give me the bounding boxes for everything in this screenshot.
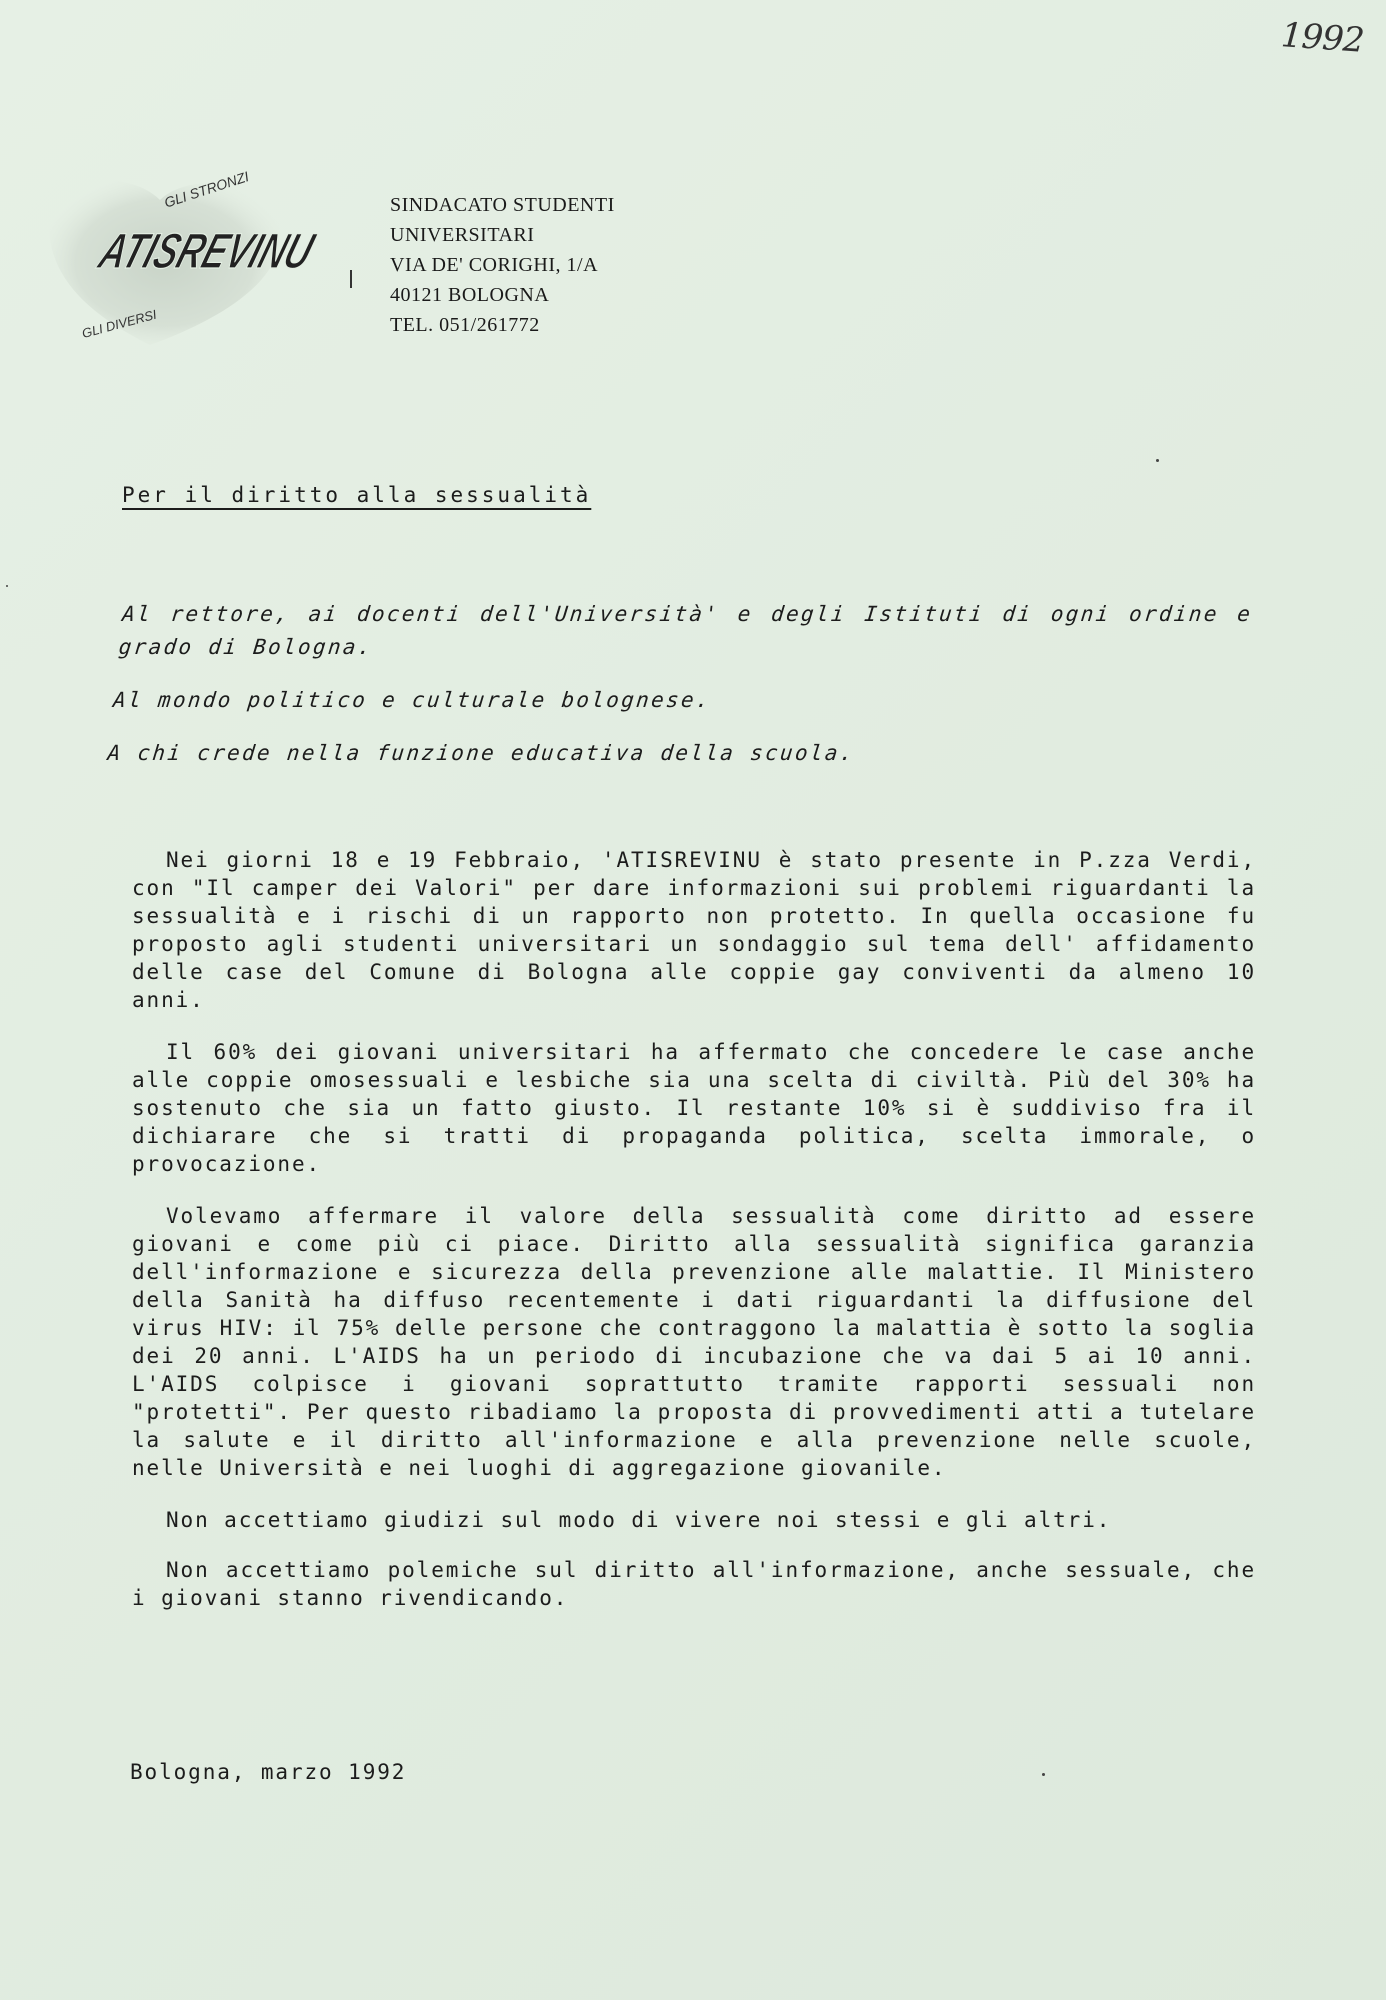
paper-speck (6, 585, 8, 587)
addressees-block (104, 598, 1254, 790)
paper-speck (1042, 1773, 1045, 1776)
letterhead-address (390, 190, 615, 340)
letterhead-line: SINDACATO STUDENTI (390, 194, 615, 216)
signoff-place-date: Bologna, marzo 1992 (130, 1760, 407, 1784)
letterhead-line: UNIVERSITARI (390, 224, 535, 246)
handwritten-year-annotation: 1992 (1280, 15, 1366, 61)
letterhead-divider (350, 270, 352, 288)
paper-speck (1156, 459, 1159, 462)
body-paragraph: Non accettiamo polemiche sul diritto all'informazione, anche sessuale, che i giovani stanno rivendicando. (132, 1558, 1256, 1610)
addressee-line: Al rettore, ai docenti dell'Università' e degli Istituti di ogni ordine e grado di Bologna. (117, 602, 1254, 659)
document-title: Per il diritto alla sessualità (122, 483, 592, 507)
logo-arc-top: GLI STRONZI (162, 168, 251, 211)
addressee-line: Al mondo politico e culturale bolognese. (112, 688, 713, 712)
addressee-line: A chi crede nella funzione educativa della scuola. (106, 741, 857, 765)
letterhead-line: VIA DE' CORIGHI, 1/A (390, 254, 599, 276)
body-paragraph: Nei giorni 18 e 19 Febbraio, 'ATISREVINU è stato presente in P.zza Verdi, con "Il camper dei Valori" per dare informazioni sui problemi riguardanti la sessualità e i rischi di un rapporto non protetto. In quella occasione fu proposto agli studenti universitari un sondaggio sul tema dell' affidamento delle case del Comune di Bologna alle coppie gay conviventi da almeno 10 anni. (132, 848, 1256, 1012)
body-paragraph: Volevamo affermare il valore della sessualità come diritto ad essere giovani e come più ci piace. Diritto alla sessualità significa garanzia dell'informazione e sicurezza della prevenzione alle malattie. Il Ministero della Sanità ha diffuso recentemente i dati riguardanti la diffusione del virus HIV: il 75% delle persone che contraggono la malattia è sotto la soglia dei 20 anni. L'AIDS ha un periodo di incubazione che va dai 5 ai 10 anni. L'AIDS colpisce i giovani soprattutto tramite rapporti sessuali non "protetti". Per questo ribadiamo la proposta di provvedimenti atti a tutelare la salute e il diritto all'informazione e alla prevenzione nelle scuole, nelle Università e nei luoghi di aggregazione giovanile. (132, 1204, 1256, 1480)
atisrevinu-logo (40, 168, 410, 350)
letter-body (132, 846, 1256, 1636)
logo-graphic (40, 168, 410, 350)
body-paragraph: Non accettiamo giudizi sul modo di vivere noi stessi e gli altri. (166, 1508, 1112, 1532)
logo-arc-bottom: GLI DIVERSI (80, 306, 159, 341)
body-paragraph: Il 60% dei giovani universitari ha affermato che concedere le case anche alle coppie omosessuali e lesbiche sia una scelta di civiltà. Più del 30% ha sostenuto che sia un fatto giusto. Il restante 10% si è suddiviso fra il dichiarare che si tratti di propaganda politica, scelta immorale, o provocazione. (132, 1040, 1256, 1176)
letterhead-line: 40121 BOLOGNA (390, 284, 550, 306)
logo-wordmark: ATISREVINU (92, 223, 410, 279)
letterhead-line: TEL. 051/261772 (390, 314, 540, 336)
